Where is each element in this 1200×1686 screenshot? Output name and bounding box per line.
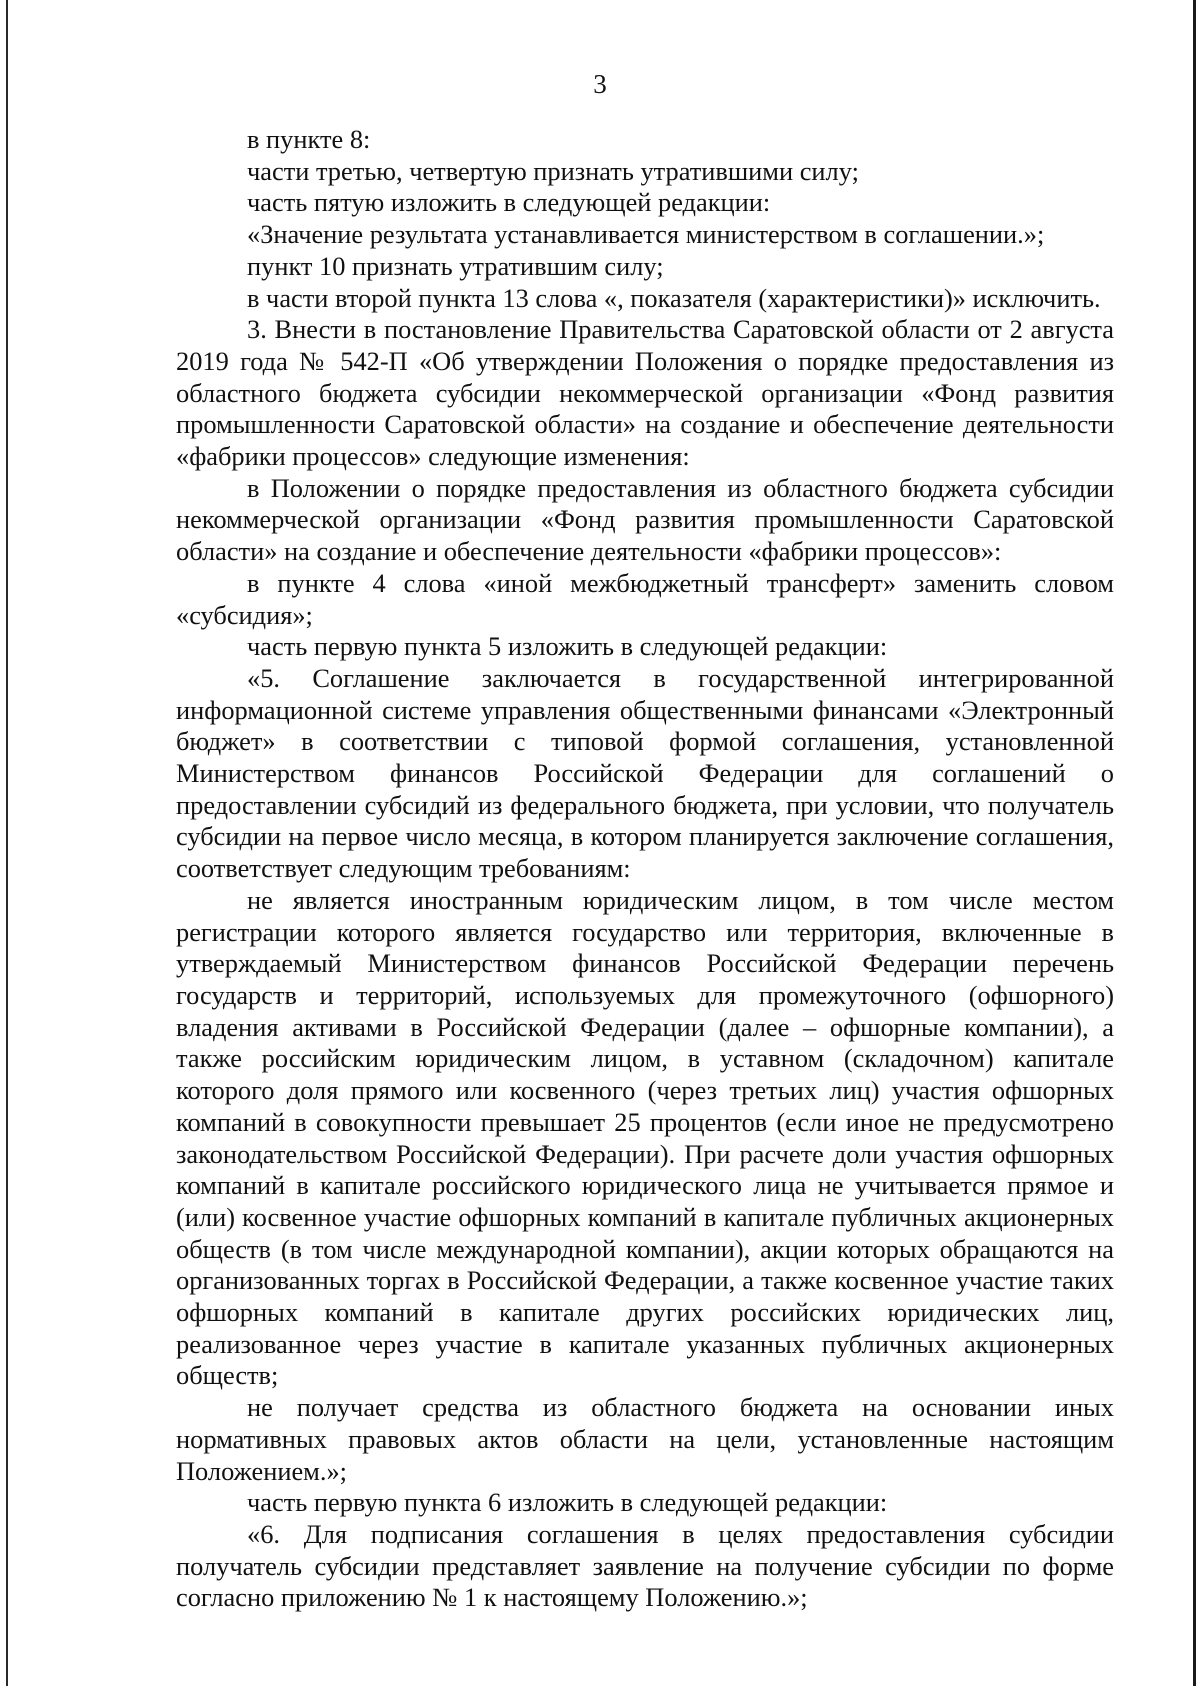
page-number: 3 <box>593 69 607 99</box>
paragraph-7: 3. Внести в постановление Правительства Саратовской области от 2 августа 2019 года № 542-П «Об утверждении Положения о порядке предоставления из областного бюджета субсидии некоммерческой организации «Фонд развития промышленности Саратовской области» на создание и обеспечение деятельности «фабрики процессов» следующие изменения: <box>176 314 1114 472</box>
paragraph-11: «5. Соглашение заключается в государственной интегрированной информационной системе управления общественными финансами «Электронный бюджет» в соответствии с типовой формой соглашения, установленной Министерством финансов Российской Федерации для соглашений о предоставлении субсидий из федерального бюджета, при условии, что получатель субсидии на первое число месяца, в котором планируется заключение соглашения, соответствует следующим требованиям: <box>176 662 1114 884</box>
paragraph-6: в части второй пункта 13 слова «, показателя (характеристики)» исключить. <box>247 282 1101 313</box>
paragraph-5: пункт 10 признать утратившим силу; <box>247 250 664 281</box>
document-body <box>176 124 1114 1614</box>
paragraph-10: часть первую пункта 5 изложить в следующей редакции: <box>247 631 888 662</box>
paragraph-3: часть пятую изложить в следующей редакции: <box>247 187 771 218</box>
paragraph-14: часть первую пункта 6 изложить в следующей редакции: <box>247 1487 888 1518</box>
paragraph-13: не получает средства из областного бюджета на основании иных нормативных правовых актов области на цели, установленные настоящим Положением.»; <box>176 1392 1114 1486</box>
page-edge-right <box>1193 0 1196 1686</box>
paragraph-8: в Положении о порядке предоставления из областного бюджета субсидии некоммерческой организации «Фонд развития промышленности Саратовской области» на создание и обеспечение деятельности «фабрики процессов»: <box>176 472 1114 567</box>
paragraph-9: в пункте 4 слова «иной межбюджетный трансферт» заменить словом «субсидия»; <box>176 567 1114 630</box>
paragraph-12: не является иностранным юридическим лицом, в том числе местом регистрации которого является государство или территория, включенные в утверждаемый Министерством финансов Российской Федерации перечень государств и территорий, используемых для промежуточного (офшорного) владения активами в Российской Федерации (далее – офшорные компании), а также российским юридическим лицом, в уставном (складочном) капитале которого доля прямого или косвенного (через третьих лиц) участия офшорных компаний в совокупности превышает 25 процентов (если иное не предусмотрено законодательством Российской Федерации). При расчете доли участия офшорных компаний в капитале российского юридического лица не учитывается прямое и (или) косвенное участие офшорных компаний в капитале публичных акционерных обществ (в том числе международной компании), акции которых обращаются на организованных торгах в Российской Федерации, а также косвенное участие таких офшорных компаний в капитале других российских юридических лиц, реализованное через участие в капитале указанных публичных акционерных обществ; <box>176 884 1114 1391</box>
paragraph-4: «Значение результата устанавливается министерством в соглашении.»; <box>247 219 1045 250</box>
paragraph-1: в пункте 8: <box>247 124 371 154</box>
paragraph-2: части третью, четвертую признать утратившими силу; <box>247 155 859 186</box>
page-edge-left <box>6 0 8 1686</box>
paragraph-15: «6. Для подписания соглашения в целях предоставления субсидии получатель субсидии представляет заявление на получение субсидии по форме согласно приложению № 1 к настоящему Положению.»; <box>176 1518 1114 1613</box>
